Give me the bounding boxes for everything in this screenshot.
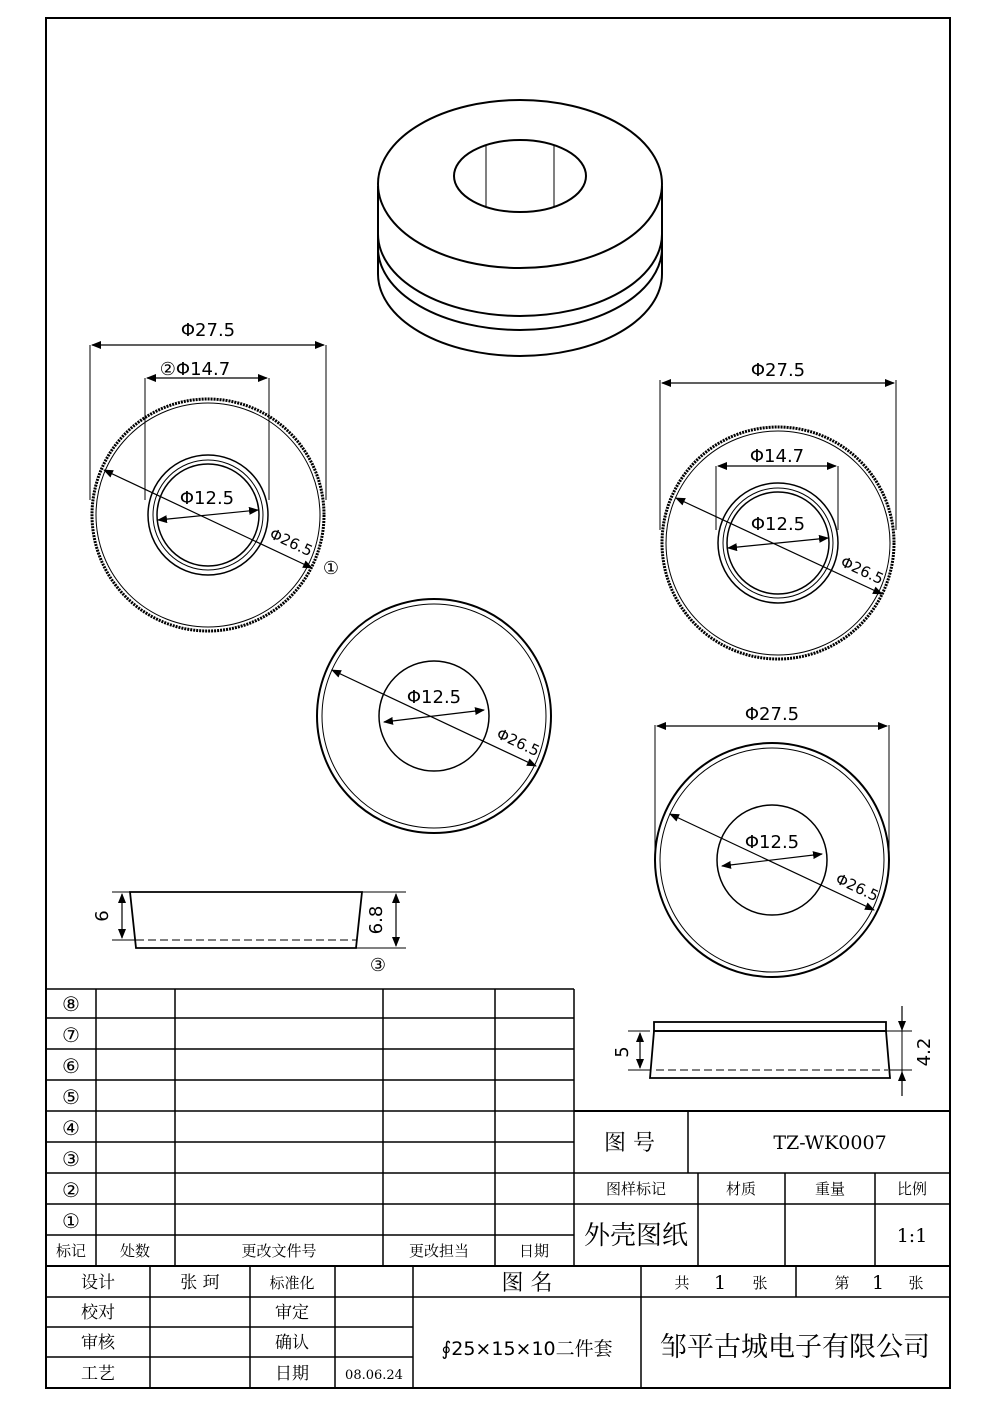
- sheet-value: 1: [871, 1272, 885, 1294]
- rev-header-count: 处数: [119, 1242, 151, 1260]
- name-label: 图 名: [501, 1271, 553, 1296]
- rev-row-7: ⑦: [62, 1023, 80, 1047]
- scale-label: 比例: [896, 1180, 928, 1198]
- dim-lower-right-diag: Φ26.5: [832, 869, 882, 906]
- dim-top-left-mid: ②Φ14.7: [159, 359, 231, 380]
- scale-value: 1:1: [896, 1225, 928, 1247]
- revision-headers: [56, 1242, 549, 1260]
- rev-row-3: ③: [62, 1147, 80, 1171]
- rev-header-mark: 标记: [55, 1242, 87, 1260]
- isometric-ring-view: [378, 100, 662, 356]
- doc-type: 外壳图纸: [583, 1221, 689, 1251]
- drawing-no: TZ-WK0007: [773, 1132, 887, 1154]
- total-value: 1: [713, 1272, 727, 1294]
- review-label: 审定: [275, 1303, 309, 1323]
- sheet-unit: 张: [908, 1274, 924, 1292]
- rev-row-4: ④: [62, 1116, 80, 1140]
- confirm-label: 确认: [275, 1333, 309, 1353]
- design-label: 设计: [81, 1273, 115, 1293]
- check-label: 校对: [81, 1303, 115, 1323]
- dim-right-diag: Φ26.5: [837, 552, 887, 589]
- audit-label: 审核: [81, 1333, 115, 1353]
- dim-side-left-h: 6: [92, 910, 113, 922]
- note-side-left: ③: [369, 955, 387, 976]
- dim-right-mid: Φ14.7: [749, 446, 805, 467]
- note-top-left: ①: [322, 558, 340, 579]
- total-unit: 张: [752, 1274, 768, 1292]
- date-label: 日期: [275, 1364, 309, 1384]
- rev-header-owner: 更改担当: [408, 1242, 470, 1260]
- dim-side-right-h2: 4.2: [914, 1037, 935, 1067]
- side-view-left: [112, 892, 406, 948]
- dim-side-right-h: 5: [612, 1046, 633, 1058]
- dim-side-left-h2: 6.8: [366, 905, 387, 935]
- rev-row-5: ⑤: [62, 1085, 80, 1109]
- ring-center: [317, 599, 551, 833]
- dim-center-inner: Φ12.5: [406, 687, 462, 708]
- drawing-no-label: 图 号: [604, 1131, 655, 1156]
- dim-top-left-diag: Φ26.5: [266, 524, 316, 561]
- total-label: 共: [674, 1274, 690, 1292]
- dim-right-inner: Φ12.5: [750, 514, 806, 535]
- rev-header-doc: 更改文件号: [241, 1242, 317, 1260]
- rev-row-2: ②: [62, 1178, 80, 1202]
- revision-row-markers: [62, 992, 80, 1233]
- mark-label: 图样标记: [605, 1180, 667, 1198]
- rev-row-8: ⑧: [62, 992, 80, 1016]
- side-view-right: [628, 1006, 912, 1096]
- rev-row-6: ⑥: [62, 1054, 80, 1078]
- dim-right-outer: Φ27.5: [750, 360, 806, 381]
- designer: 张 珂: [180, 1273, 220, 1293]
- part-name: ∮25×15×10二件套: [441, 1338, 613, 1360]
- weight-label: 重量: [814, 1180, 846, 1198]
- date-value: 08.06.24: [345, 1368, 403, 1383]
- process-label: 工艺: [81, 1364, 115, 1384]
- material-label: 材质: [725, 1180, 757, 1198]
- rev-row-1: ①: [62, 1209, 80, 1233]
- company-name: 邹平古城电子有限公司: [660, 1332, 930, 1363]
- dim-top-left-outer: Φ27.5: [180, 320, 236, 341]
- rev-header-date: 日期: [518, 1242, 550, 1260]
- dim-top-left-inner: Φ12.5: [179, 488, 235, 509]
- sheet-label: 第: [834, 1274, 850, 1292]
- dim-lower-right-outer: Φ27.5: [744, 704, 800, 725]
- dim-center-diag: Φ26.5: [493, 724, 543, 761]
- standard-label: 标准化: [269, 1274, 315, 1292]
- dim-lower-right-inner: Φ12.5: [744, 832, 800, 853]
